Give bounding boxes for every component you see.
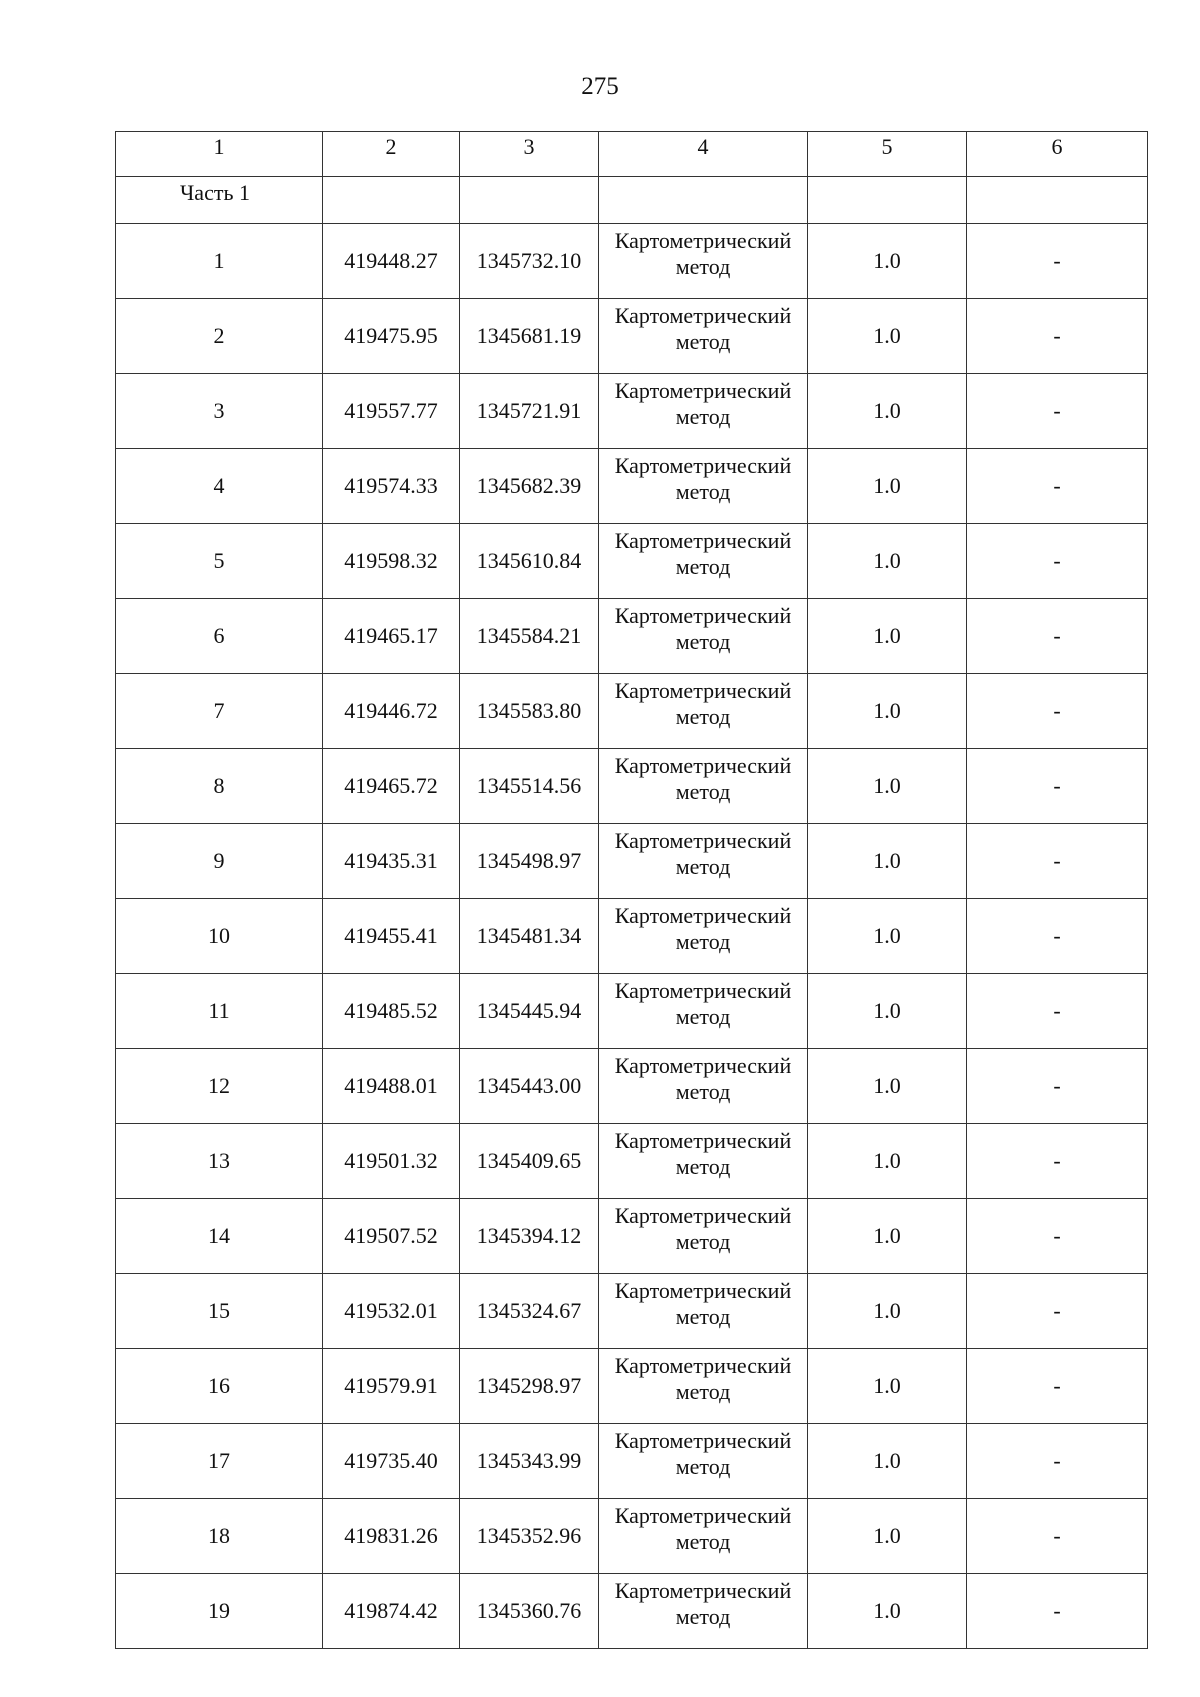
point-number-cell: 8: [116, 749, 323, 824]
accuracy-cell: 1.0: [808, 374, 967, 449]
method-line-2: метод: [675, 479, 731, 504]
point-number-cell: 12: [116, 1049, 323, 1124]
point-number-cell: 3: [116, 374, 323, 449]
accuracy-cell: 1.0: [808, 1499, 967, 1574]
method-line-2: метод: [675, 1229, 731, 1254]
page-number: 275: [581, 73, 619, 100]
method-line-1: Картометрический: [614, 828, 792, 853]
accuracy-cell: 1.0: [808, 1349, 967, 1424]
table-row: [116, 1499, 1148, 1574]
point-number-cell: 6: [116, 599, 323, 674]
method-cell: [599, 1199, 808, 1274]
x-coordinate-cell: 419435.31: [323, 824, 460, 899]
note-cell: -: [967, 1199, 1148, 1274]
y-coordinate-cell: 1345584.21: [460, 599, 599, 674]
method-cell: [599, 524, 808, 599]
note-cell: -: [967, 1424, 1148, 1499]
table-row: [116, 674, 1148, 749]
method-line-2: метод: [675, 1604, 731, 1629]
point-number-cell: 16: [116, 1349, 323, 1424]
point-number-cell: 11: [116, 974, 323, 1049]
y-coordinate-cell: 1345343.99: [460, 1424, 599, 1499]
table-row: [116, 824, 1148, 899]
y-coordinate-cell: 1345610.84: [460, 524, 599, 599]
y-coordinate-cell: 1345682.39: [460, 449, 599, 524]
table-row: [116, 899, 1148, 974]
y-coordinate-cell: 1345732.10: [460, 224, 599, 299]
method-cell: [599, 1124, 808, 1199]
method-line-2: метод: [675, 1379, 731, 1404]
x-coordinate-cell: 419532.01: [323, 1274, 460, 1349]
method-line-2: метод: [675, 1304, 731, 1329]
accuracy-cell: 1.0: [808, 824, 967, 899]
method-line-1: Картометрический: [614, 903, 792, 928]
x-coordinate-cell: 419448.27: [323, 224, 460, 299]
accuracy-cell: 1.0: [808, 524, 967, 599]
point-number-cell: 13: [116, 1124, 323, 1199]
column-header-4: 4: [599, 132, 808, 177]
method-line-1: Картометрический: [614, 1503, 792, 1528]
empty-cell: [460, 177, 599, 224]
method-cell: [599, 374, 808, 449]
column-header-2: 2: [323, 132, 460, 177]
method-cell: [599, 449, 808, 524]
point-number-cell: 2: [116, 299, 323, 374]
accuracy-cell: 1.0: [808, 299, 967, 374]
accuracy-cell: 1.0: [808, 224, 967, 299]
note-cell: -: [967, 299, 1148, 374]
accuracy-cell: 1.0: [808, 1424, 967, 1499]
accuracy-cell: 1.0: [808, 899, 967, 974]
method-line-2: метод: [675, 1004, 731, 1029]
method-line-1: Картометрический: [614, 1203, 792, 1228]
method-line-1: Картометрический: [614, 1278, 792, 1303]
table-row: [116, 374, 1148, 449]
y-coordinate-cell: 1345721.91: [460, 374, 599, 449]
column-header-6: 6: [967, 132, 1148, 177]
note-cell: -: [967, 374, 1148, 449]
coordinates-table: [115, 131, 1148, 1649]
y-coordinate-cell: 1345498.97: [460, 824, 599, 899]
point-number-cell: 9: [116, 824, 323, 899]
table-row: [116, 1274, 1148, 1349]
note-cell: -: [967, 1124, 1148, 1199]
method-line-2: метод: [675, 1529, 731, 1554]
note-cell: -: [967, 824, 1148, 899]
method-cell: [599, 1274, 808, 1349]
accuracy-cell: 1.0: [808, 449, 967, 524]
method-cell: [599, 224, 808, 299]
table-row: [116, 599, 1148, 674]
method-line-2: метод: [675, 704, 731, 729]
accuracy-cell: 1.0: [808, 1049, 967, 1124]
method-cell: [599, 1424, 808, 1499]
note-cell: -: [967, 449, 1148, 524]
method-line-2: метод: [675, 1454, 731, 1479]
note-cell: -: [967, 1049, 1148, 1124]
y-coordinate-cell: 1345298.97: [460, 1349, 599, 1424]
note-cell: -: [967, 224, 1148, 299]
y-coordinate-cell: 1345324.67: [460, 1274, 599, 1349]
accuracy-cell: 1.0: [808, 1274, 967, 1349]
y-coordinate-cell: 1345394.12: [460, 1199, 599, 1274]
method-line-1: Картометрический: [614, 1428, 792, 1453]
point-number-cell: 7: [116, 674, 323, 749]
column-header-3: 3: [460, 132, 599, 177]
x-coordinate-cell: 419465.72: [323, 749, 460, 824]
x-coordinate-cell: 419488.01: [323, 1049, 460, 1124]
method-cell: [599, 1049, 808, 1124]
method-line-2: метод: [675, 554, 731, 579]
point-number-cell: 18: [116, 1499, 323, 1574]
x-coordinate-cell: 419557.77: [323, 374, 460, 449]
note-cell: -: [967, 674, 1148, 749]
empty-cell: [967, 177, 1148, 224]
x-coordinate-cell: 419507.52: [323, 1199, 460, 1274]
method-line-2: метод: [675, 779, 731, 804]
method-line-2: метод: [675, 329, 731, 354]
method-line-1: Картометрический: [614, 303, 792, 328]
method-line-1: Картометрический: [614, 753, 792, 778]
method-line-1: Картометрический: [614, 1128, 792, 1153]
point-number-cell: 1: [116, 224, 323, 299]
table-row: [116, 974, 1148, 1049]
note-cell: -: [967, 1349, 1148, 1424]
method-cell: [599, 749, 808, 824]
accuracy-cell: 1.0: [808, 974, 967, 1049]
table-row: [116, 524, 1148, 599]
method-cell: [599, 824, 808, 899]
x-coordinate-cell: 419501.32: [323, 1124, 460, 1199]
table-row: [116, 1124, 1148, 1199]
method-line-1: Картометрический: [614, 1578, 792, 1603]
column-header-5: 5: [808, 132, 967, 177]
part-row: [116, 177, 1148, 224]
table-row: [116, 1574, 1148, 1649]
empty-cell: [599, 177, 808, 224]
note-cell: -: [967, 1274, 1148, 1349]
method-cell: [599, 1499, 808, 1574]
note-cell: -: [967, 974, 1148, 1049]
x-coordinate-cell: 419465.17: [323, 599, 460, 674]
x-coordinate-cell: 419579.91: [323, 1349, 460, 1424]
table-row: [116, 1199, 1148, 1274]
method-line-1: Картометрический: [614, 1053, 792, 1078]
method-cell: [599, 674, 808, 749]
table-row: [116, 449, 1148, 524]
y-coordinate-cell: 1345409.65: [460, 1124, 599, 1199]
accuracy-cell: 1.0: [808, 749, 967, 824]
method-line-2: метод: [675, 854, 731, 879]
x-coordinate-cell: 419598.32: [323, 524, 460, 599]
y-coordinate-cell: 1345352.96: [460, 1499, 599, 1574]
method-line-2: метод: [675, 929, 731, 954]
method-line-2: метод: [675, 1154, 731, 1179]
x-coordinate-cell: 419475.95: [323, 299, 460, 374]
method-line-1: Картометрический: [614, 528, 792, 553]
point-number-cell: 10: [116, 899, 323, 974]
table-header-row: [116, 132, 1148, 177]
y-coordinate-cell: 1345583.80: [460, 674, 599, 749]
point-number-cell: 17: [116, 1424, 323, 1499]
y-coordinate-cell: 1345360.76: [460, 1574, 599, 1649]
empty-cell: [323, 177, 460, 224]
y-coordinate-cell: 1345681.19: [460, 299, 599, 374]
y-coordinate-cell: 1345443.00: [460, 1049, 599, 1124]
note-cell: -: [967, 749, 1148, 824]
method-cell: [599, 1349, 808, 1424]
note-cell: -: [967, 1574, 1148, 1649]
y-coordinate-cell: 1345514.56: [460, 749, 599, 824]
x-coordinate-cell: 419874.42: [323, 1574, 460, 1649]
table-row: [116, 224, 1148, 299]
y-coordinate-cell: 1345481.34: [460, 899, 599, 974]
x-coordinate-cell: 419574.33: [323, 449, 460, 524]
method-line-2: метод: [675, 1079, 731, 1104]
method-line-1: Картометрический: [614, 1353, 792, 1378]
method-cell: [599, 299, 808, 374]
method-line-2: метод: [675, 404, 731, 429]
table-row: [116, 749, 1148, 824]
y-coordinate-cell: 1345445.94: [460, 974, 599, 1049]
method-line-1: Картометрический: [614, 378, 792, 403]
x-coordinate-cell: 419485.52: [323, 974, 460, 1049]
x-coordinate-cell: 419831.26: [323, 1499, 460, 1574]
part-label: Часть 1: [116, 177, 323, 224]
accuracy-cell: 1.0: [808, 599, 967, 674]
empty-cell: [808, 177, 967, 224]
point-number-cell: 15: [116, 1274, 323, 1349]
accuracy-cell: 1.0: [808, 674, 967, 749]
point-number-cell: 14: [116, 1199, 323, 1274]
note-cell: -: [967, 1499, 1148, 1574]
table-row: [116, 1049, 1148, 1124]
column-header-1: 1: [116, 132, 323, 177]
method-line-1: Картометрический: [614, 228, 792, 253]
note-cell: -: [967, 599, 1148, 674]
note-cell: -: [967, 899, 1148, 974]
method-cell: [599, 599, 808, 674]
method-line-2: метод: [675, 629, 731, 654]
table-row: [116, 1349, 1148, 1424]
method-line-1: Картометрический: [614, 603, 792, 628]
method-cell: [599, 899, 808, 974]
point-number-cell: 19: [116, 1574, 323, 1649]
note-cell: -: [967, 524, 1148, 599]
method-line-1: Картометрический: [614, 678, 792, 703]
method-line-2: метод: [675, 254, 731, 279]
method-line-1: Картометрический: [614, 453, 792, 478]
accuracy-cell: 1.0: [808, 1574, 967, 1649]
accuracy-cell: 1.0: [808, 1124, 967, 1199]
point-number-cell: 5: [116, 524, 323, 599]
point-number-cell: 4: [116, 449, 323, 524]
method-cell: [599, 1574, 808, 1649]
x-coordinate-cell: 419455.41: [323, 899, 460, 974]
x-coordinate-cell: 419735.40: [323, 1424, 460, 1499]
method-line-1: Картометрический: [614, 978, 792, 1003]
x-coordinate-cell: 419446.72: [323, 674, 460, 749]
table-row: [116, 299, 1148, 374]
method-cell: [599, 974, 808, 1049]
table-row: [116, 1424, 1148, 1499]
accuracy-cell: 1.0: [808, 1199, 967, 1274]
